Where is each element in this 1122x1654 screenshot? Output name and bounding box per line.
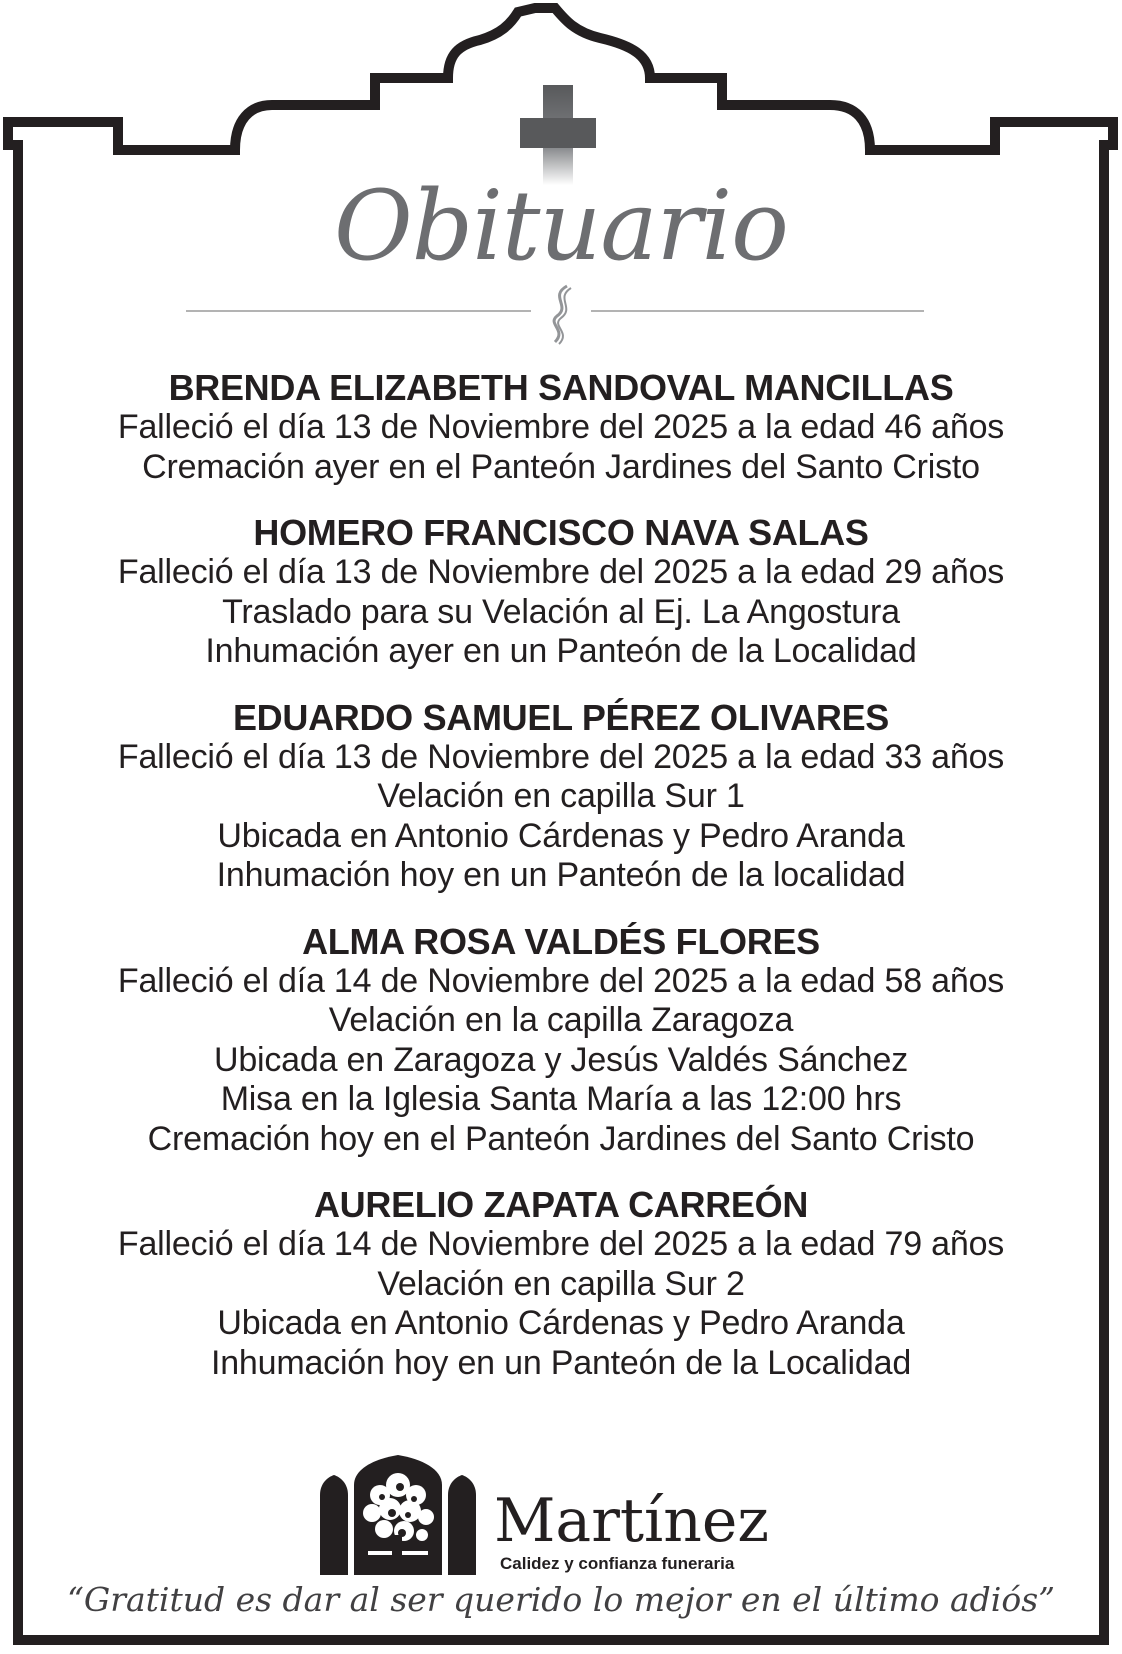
entry-line: Inhumación hoy en un Panteón de la Localidad [210,1343,912,1382]
entry-line: Traslado para su Velación al Ej. La Angostura [222,592,900,631]
deceased-name: BRENDA ELIZABETH SANDOVAL MANCILLAS [168,367,954,408]
deceased-name: HOMERO FRANCISCO NAVA SALAS [253,512,869,553]
entry-line: Ubicada en Antonio Cárdenas y Pedro Aranda [217,1304,905,1342]
deceased-name: ALMA ROSA VALDÉS FLORES [302,920,820,962]
entry-line: Ubicada en Antonio Cárdenas y Pedro Aranda [217,816,905,855]
entry-line: Falleció el día 14 de Noviembre del 2025 a la edad 79 años [117,1225,1005,1263]
entry-line: Falleció el día 13 de Noviembre del 2025 a la edad 33 años [117,737,1005,776]
obituary-entry [40,1185,1082,1383]
entry-line: Velación en la capilla Zaragoza [328,1001,794,1039]
entry-line: Cremación ayer en el Panteón Jardines del Santo Cristo [142,447,980,486]
obituary-entry [40,922,1082,1160]
cross-icon [0,0,1122,190]
entry-line: Ubicada en Zaragoza y Jesús Valdés Sánchez [213,1040,909,1079]
brand-name: Martínez [494,1486,769,1556]
entry-line: Inhumación hoy en un Panteón de la localidad [216,856,906,894]
ornament-icon [541,282,581,346]
obituary-list [40,368,1082,1409]
obituary-entry [40,368,1082,487]
entry-line: Velación en capilla Sur 2 [377,1264,745,1303]
deceased-name: AURELIO ZAPATA CARREÓN [313,1184,809,1225]
brand-tagline: Calidez y confianza funeraria [500,1554,735,1573]
entry-line: Falleció el día 13 de Noviembre del 2025 a la edad 29 años [117,553,1005,591]
page-title: Obituario [334,170,788,282]
obituary-entry [40,698,1082,896]
entry-line: Inhumación ayer en un Panteón de la Localidad [205,632,917,670]
closing-quote: “Gratitud es dar al ser querido lo mejor en el último adiós” [66,1580,1056,1619]
deceased-name: EDUARDO SAMUEL PÉREZ OLIVARES [232,696,890,738]
entry-line: Falleció el día 13 de Noviembre del 2025 a la edad 46 años [117,408,1005,446]
entry-line: Falleció el día 14 de Noviembre del 2025 a la edad 58 años [117,961,1005,1000]
entry-line: Misa en la Iglesia Santa María a las 12:00 hrs [220,1080,902,1118]
chapel-logo-icon [318,1455,478,1575]
obituary-entry [40,513,1082,672]
divider-right [591,310,924,312]
entry-line: Velación en capilla Sur 1 [377,777,745,815]
divider-left [186,310,531,312]
entry-line: Cremación hoy en el Panteón Jardines del Santo Cristo [147,1119,975,1158]
